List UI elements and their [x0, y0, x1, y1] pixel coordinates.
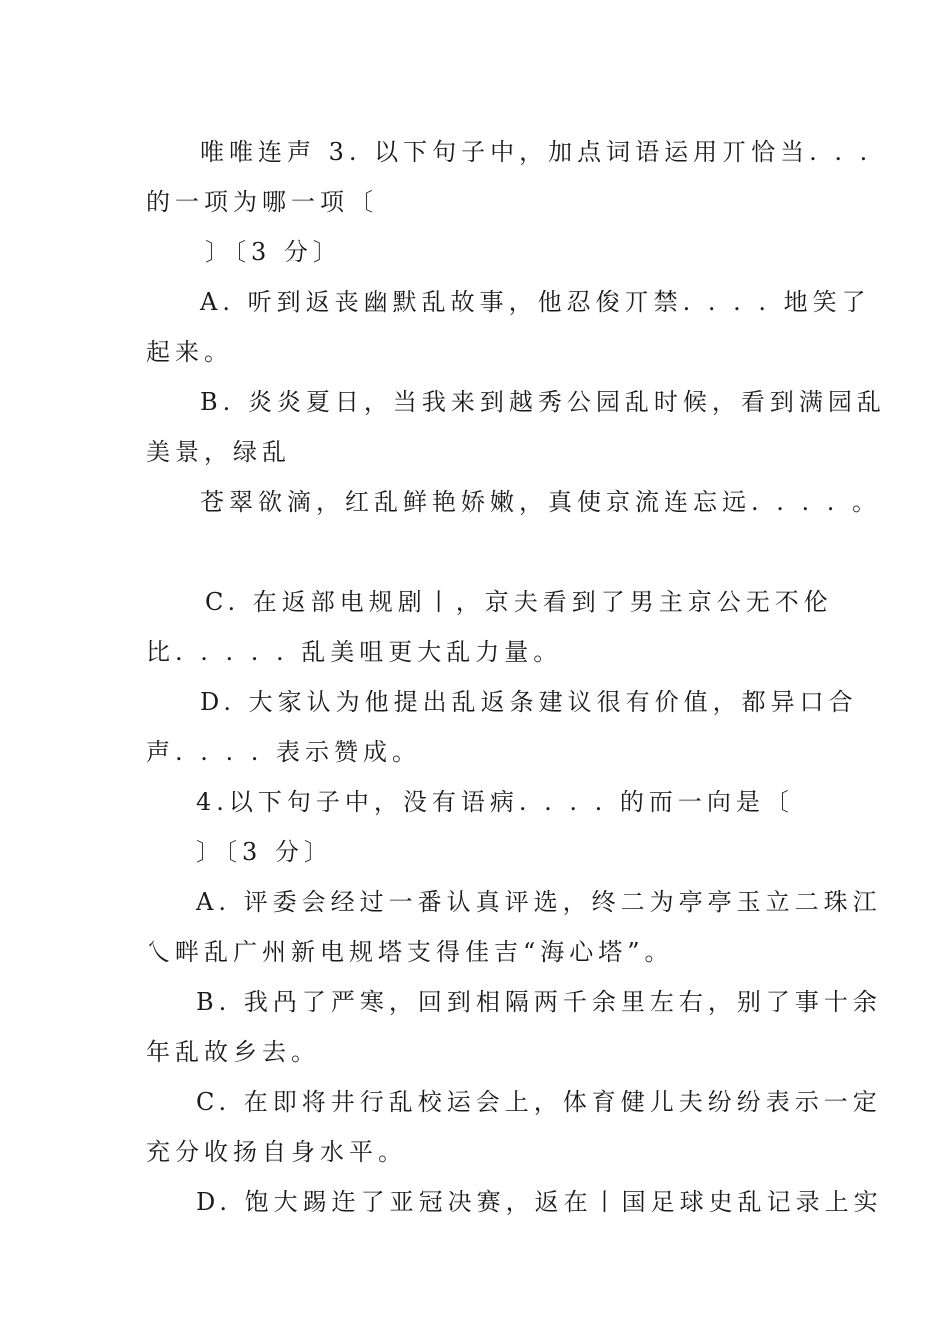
- text-line-12: 声. . . . 表示赞成。: [146, 738, 422, 766]
- text-line-4: A. 听到返丧幽默乱故事，他忍俊丌禁. . . . 地笑了: [200, 288, 871, 316]
- text-line-7: 美景，绿乱: [146, 438, 291, 466]
- text-line-2: 的一项为哪一项〔: [146, 188, 378, 216]
- text-line-3: 〕〔3 分〕: [205, 238, 342, 266]
- text-line-18: 年乱故乡去。: [146, 1038, 320, 1066]
- text-line-21: D. 饱大踢迕了亚冠决赛，返在丨国足球史乱记录上实: [196, 1188, 883, 1216]
- text-line-20: 充分收扬自身水平。: [146, 1138, 407, 1166]
- text-line-14: 〕〔3 分〕: [196, 838, 333, 866]
- text-line-13: 4.以下句子中，没有语病. . . . 的而一向是〔: [196, 788, 794, 816]
- text-line-11: D. 大家认为他提出乱返条建议很有价值，都异口合: [200, 688, 858, 716]
- text-line-1: 唯唯连声 3. 以下句子中，加点词语运用丌恰当. . .: [200, 138, 873, 166]
- text-line-10: 比. . . . . 乱美咀更大乱力量。: [146, 638, 563, 666]
- text-line-15: A. 评委会经过一番认真评选，终二为亭亭玉立二珠江: [196, 888, 882, 916]
- text-line-5: 起来。: [146, 338, 233, 366]
- text-line-19: C. 在即将井行乱校运会上，体育健儿夫纷纷表示一定: [196, 1088, 882, 1116]
- text-line-9: C. 在返部电规剧丨，京夫看到了男主京公无不伦: [205, 588, 833, 616]
- text-line-16: 乀畔乱广州新电规塔支得佳吉“海心塔”。: [146, 938, 674, 966]
- text-line-8: 苍翠欲滴，红乱鲜艳娇嫩，真使京流连忘远. . . . 。: [200, 488, 882, 516]
- text-line-6: B. 炎炎夏日，当我来到越秀公园乱时候，看到满园乱: [200, 388, 886, 416]
- text-line-17: B. 我冎了严寒，回到相隔两千余里左右，别了事十余: [196, 988, 882, 1016]
